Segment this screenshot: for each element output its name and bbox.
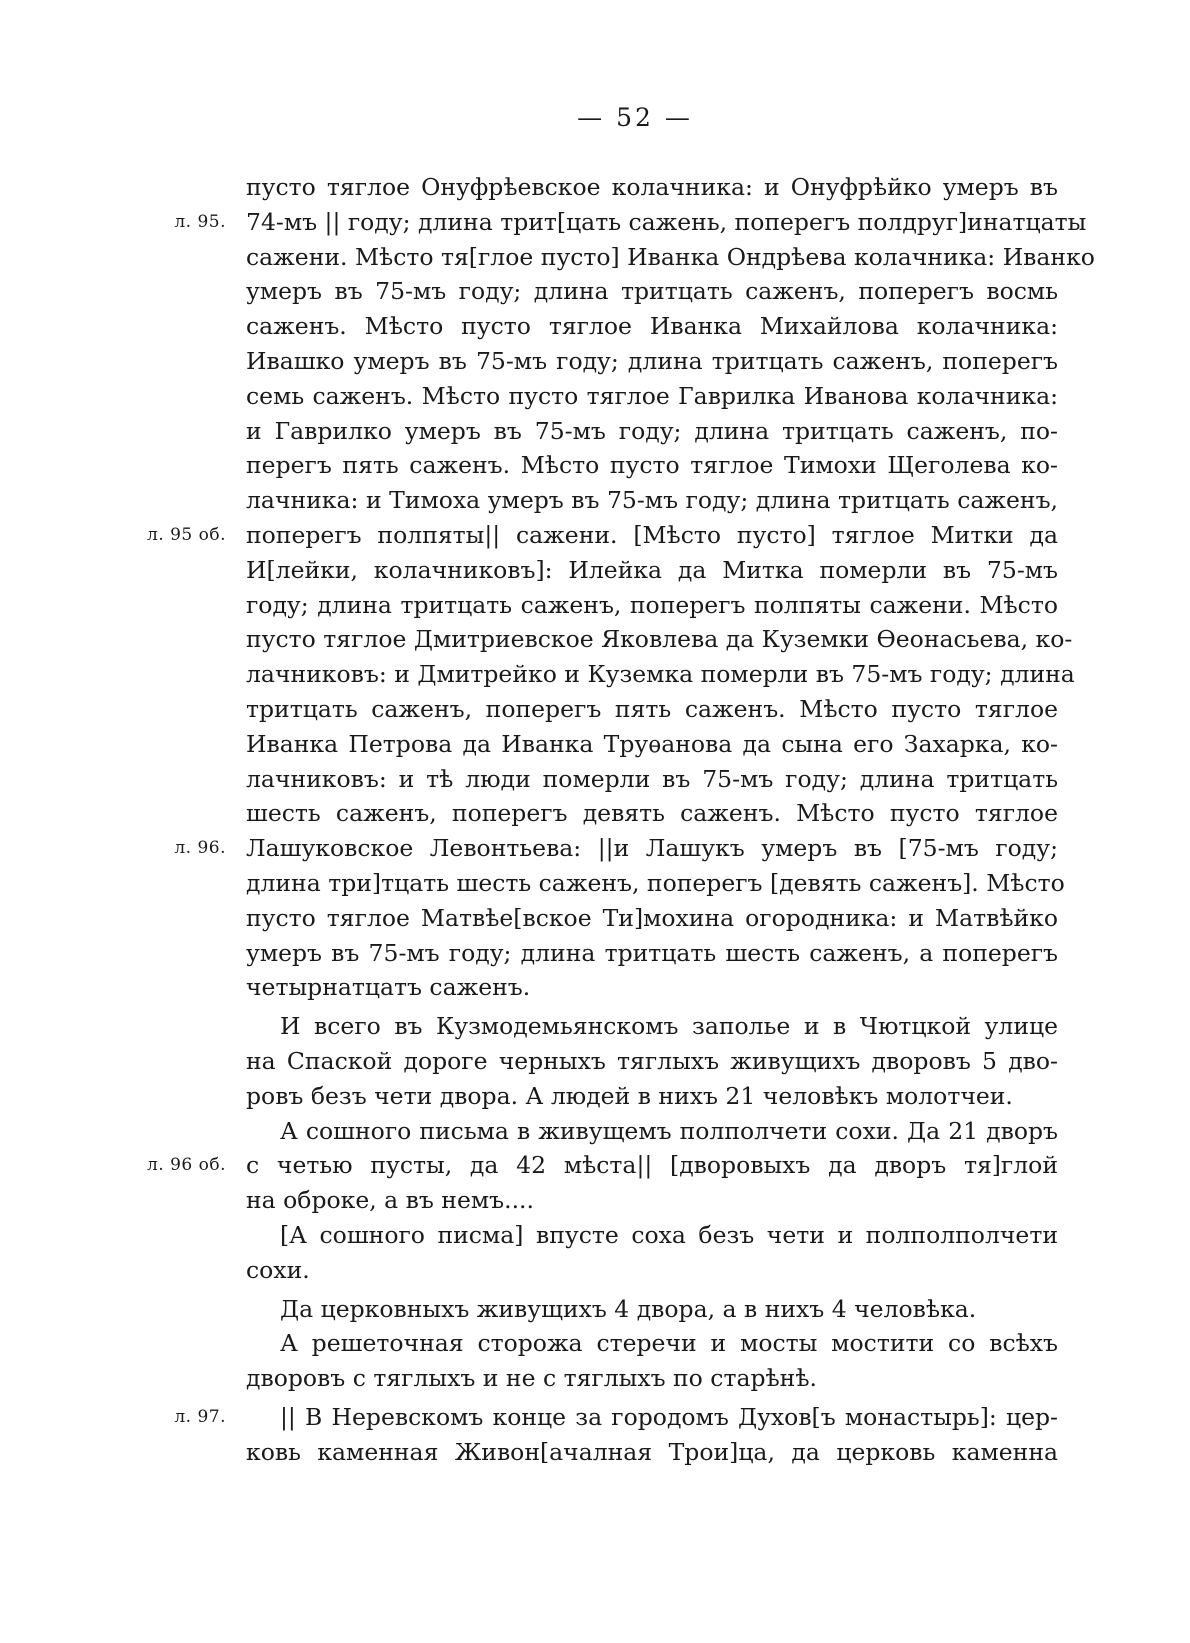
text-line [246,588,1058,623]
folio-margin-note: л. 95. [174,211,226,232]
line-text: пусто тяглое Дмитриевское Яковлева да Куземки Ѳеонасьева, ко- [246,625,1073,654]
text-line [246,274,1058,309]
line-text: пусто тяглое Матвѣе[вское Ти]мохина огородника: и Матвѣйко [246,903,1058,932]
text-line [246,414,1058,449]
line-text: перегъ пять саженъ. Мѣсто пусто тяглое Тимохи Щеголева ко- [246,451,1058,480]
line-text: ровъ безъ чети двора. А людей в нихъ 21 человѣкъ молотчеи. [246,1081,1013,1110]
text-line [246,379,1058,414]
line-text: саженъ. Мѣсто пусто тяглое Иванка Михайлова колачника: [246,312,1058,341]
line-text: тритцать саженъ, поперегъ пять саженъ. Мѣсто пусто тяглое [246,694,1058,723]
text-line [246,1114,1058,1149]
text-line [246,553,1058,588]
text-line [246,692,1058,727]
line-text: А сошного письма в живущемъ полполчети сохи. Да 21 дворъ [280,1116,1058,1145]
text-line [246,622,1073,657]
line-text: году; длина тритцать саженъ, поперегъ полпяты сажени. Мѣсто [246,590,1058,619]
text-line [246,1183,1058,1218]
line-text: Лашуковское Левонтьева: ||и Лашукъ умеръ въ [75-мъ году; [246,834,1058,863]
text-line [246,483,1058,518]
text-line [246,1218,1058,1253]
line-text: семь саженъ. Мѣсто пусто тяглое Гаврилка Иванова колачника: [246,381,1058,410]
text-line [246,970,1058,1005]
line-text: сохи. [246,1255,310,1284]
line-text: дворовъ с тяглыхъ и не с тяглыхъ по старѣнѣ. [246,1364,817,1393]
line-text: и Гаврилко умеръ въ 75-мъ году; длина тритцать саженъ, по- [246,416,1058,445]
page-number: — 52 — [577,103,693,132]
text-line [246,796,1058,831]
line-text: лачниковъ: и тѣ люди померли въ 75-мъ году; длина тритцать [246,764,1058,793]
line-text: 74-мъ || году; длина трит[цать сажень, поперегъ полдруг]инатцаты [246,207,1087,236]
folio-margin-note: л. 97. [174,1406,226,1427]
line-text: длина три]тцать шесть саженъ, поперегъ [девять саженъ]. Мѣсто [246,868,1065,897]
line-text: И[лейки, колачниковъ]: Илейка да Митка померли въ 75-мъ [246,555,1058,584]
text-line [246,1253,1058,1288]
line-text: [А сошного писма] впусте соха безъ чети и полполполчети [280,1220,1058,1249]
folio-margin-note: л. 96. [174,838,226,859]
text-line [146,518,1058,553]
text-line [246,901,1058,936]
text-line [246,1361,1058,1396]
line-text: лачниковъ: и Дмитрейко и Куземка померли въ 75-мъ году; длина [246,660,1075,689]
text-line [246,762,1058,797]
text-line [246,1326,1058,1361]
text-line [246,727,1058,762]
text-line [246,170,1058,205]
text-line [246,448,1058,483]
line-text: сажени. Мѣсто тя[глое пусто] Иванка Ондрѣева колачника: Иванко [246,242,1095,271]
text-line [246,309,1058,344]
text-line [246,866,1065,901]
text-line [246,1044,1058,1079]
text-line [174,831,1058,866]
text-line [246,1079,1058,1114]
line-text: умеръ въ 75-мъ году; длина тритцать шесть саженъ, а поперегъ [246,938,1058,967]
text-line [246,344,1058,379]
line-text: на оброке, а въ немъ.... [246,1186,534,1215]
line-text: с четью пусты, да 42 мѣста|| [дворовыхъ да дворъ тя]глой [246,1151,1058,1180]
line-text: умеръ въ 75-мъ году; длина тритцать саженъ, поперегъ восмь [246,277,1058,306]
text-line [246,936,1058,971]
text-line [174,205,1087,240]
line-text: Иванка Петрова да Иванка Труѳанова да сына его Захарка, ко- [246,729,1058,758]
line-text: А решеточная сторожа стеречи и мосты мостити со всѣхъ [280,1329,1058,1358]
text-line [246,1435,1058,1470]
text-column [146,170,1095,1469]
line-text: лачника: и Тимоха умеръ въ 75-мъ году; длина тритцать саженъ, [246,486,1058,515]
text-line [246,240,1095,275]
line-text: шесть саженъ, поперегъ девять саженъ. Мѣсто пусто тяглое [246,799,1058,828]
line-text: Ивашко умеръ въ 75-мъ году; длина тритцать саженъ, поперегъ [246,346,1058,375]
folio-margin-note: л. 96 об. [146,1155,226,1176]
line-text: ковь каменная Живон[ачалная Трои]ца, да церковь каменна [246,1437,1058,1466]
line-text: Да церковныхъ живущихъ 4 двора, а в нихъ 4 человѣка. [280,1294,977,1323]
line-text: И всего въ Кузмодемьянскомъ заполье и в Чютцкой улице [280,1012,1058,1041]
text-line [246,1292,1058,1327]
line-text: || В Неревскомъ конце за городомъ Духов[ъ монастырь]: цер- [280,1402,1058,1431]
text-line [174,1400,1058,1435]
folio-margin-note: л. 95 об. [146,524,226,545]
text-line [246,657,1075,692]
text-line [246,1009,1058,1044]
line-text: поперегъ полпяты|| сажени. [Мѣсто пусто] тяглое Митки да [246,520,1058,549]
text-line [146,1148,1058,1183]
line-text: пусто тяглое Онуфрѣевское колачника: и Онуфрѣйко умеръ въ [246,173,1058,201]
line-text: четырнатцатъ саженъ. [246,973,531,1002]
line-text: на Спаской дороге черныхъ тяглыхъ живущихъ дворовъ 5 дво- [246,1046,1058,1075]
